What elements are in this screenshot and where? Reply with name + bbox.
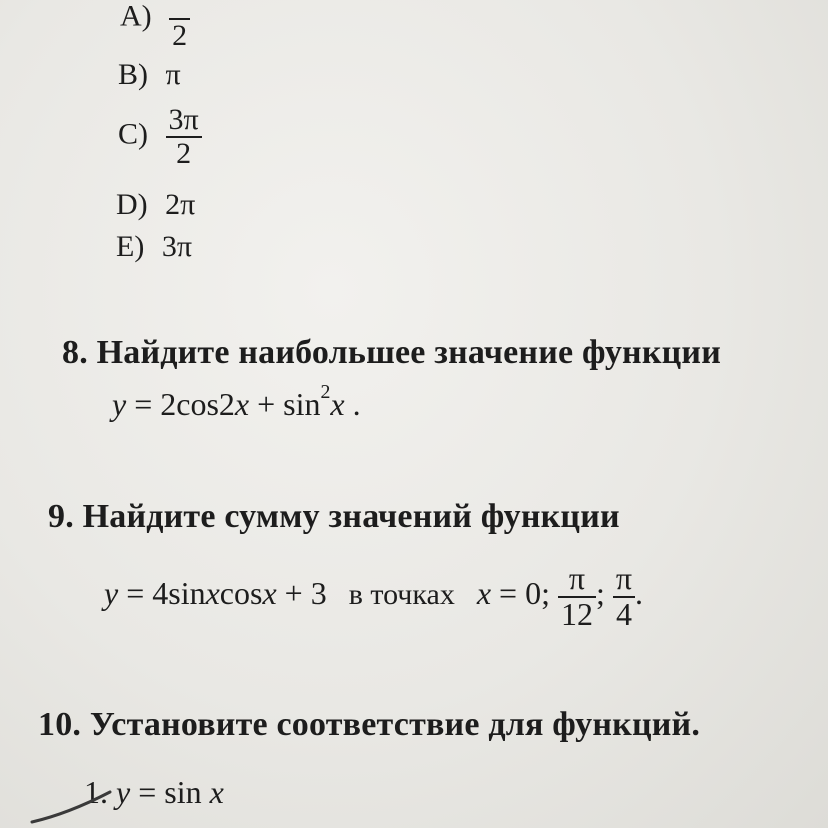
q9-fraction-pi-4 <box>613 562 635 631</box>
option-d-value: 2π <box>165 188 196 221</box>
question-9-number: 9. <box>48 498 74 535</box>
option-c-denominator: 2 <box>176 136 192 170</box>
q9-period: . <box>635 574 644 611</box>
item-1-number: 1. <box>84 774 108 810</box>
option-a-label: A) <box>120 0 152 33</box>
q9-frac1-den: 12 <box>560 595 593 632</box>
option-e-value: 3π <box>161 230 192 263</box>
q8-term-cos: = 2cos2 <box>126 386 235 422</box>
question-9-heading <box>48 498 620 536</box>
question-8-text: Найдите наибольшее значение функции <box>96 334 722 371</box>
option-d <box>116 188 195 222</box>
q8-var-x2: x <box>330 386 345 422</box>
question-9-formula <box>104 562 643 631</box>
item-1-var-y: y <box>116 774 131 810</box>
q9-term-const: + 3 <box>276 574 327 611</box>
q9-term-cos: cos <box>219 574 263 611</box>
option-c <box>118 104 202 169</box>
question-8-formula <box>112 381 361 423</box>
q9-separator: ; <box>595 574 605 611</box>
option-b <box>118 58 181 92</box>
option-c-numerator: 3π <box>166 104 202 138</box>
q8-term-sin: + sin <box>249 386 321 422</box>
q8-var-x: x <box>234 386 250 422</box>
q9-var-x2: x <box>262 574 277 611</box>
option-a-fraction <box>169 0 190 51</box>
q8-var-y: y <box>112 386 127 422</box>
option-b-value: π <box>165 58 181 91</box>
question-10-number: 10. <box>38 706 82 743</box>
option-e <box>116 230 192 264</box>
q9-points-text: в точках <box>348 577 455 611</box>
q9-frac1-num: π <box>558 562 596 598</box>
question-10-heading <box>38 706 700 744</box>
q9-var-x1: x <box>205 574 220 611</box>
option-b-label: B) <box>118 58 148 91</box>
option-a <box>120 0 190 51</box>
question-10-text: Установите соответствие для функций. <box>89 706 701 743</box>
pencil-mark-icon <box>28 788 118 824</box>
question-8-heading <box>62 334 721 372</box>
question-9-text: Найдите сумму значений функции <box>82 498 620 535</box>
q9-frac2-num: π <box>613 562 635 598</box>
q9-var-y: y <box>104 574 119 611</box>
q8-exponent: 2 <box>320 381 331 404</box>
q9-fraction-pi-12 <box>558 562 596 631</box>
q9-frac2-den: 4 <box>615 595 632 632</box>
q9-term-sin: = 4sin <box>118 574 206 611</box>
option-a-numerator <box>169 0 190 20</box>
q9-point-var: x <box>476 574 492 611</box>
option-c-fraction <box>166 104 202 169</box>
option-d-label: D) <box>116 188 148 221</box>
q8-period: . <box>344 386 361 422</box>
option-e-label: E) <box>116 230 145 263</box>
question-8-number: 8. <box>62 334 88 371</box>
option-c-label: C) <box>118 117 148 151</box>
q9-point-zero: = 0; <box>491 574 550 611</box>
item-1-sin: = sin <box>130 774 210 810</box>
item-1-var-x: x <box>209 774 224 810</box>
option-a-denominator: 2 <box>172 18 188 52</box>
